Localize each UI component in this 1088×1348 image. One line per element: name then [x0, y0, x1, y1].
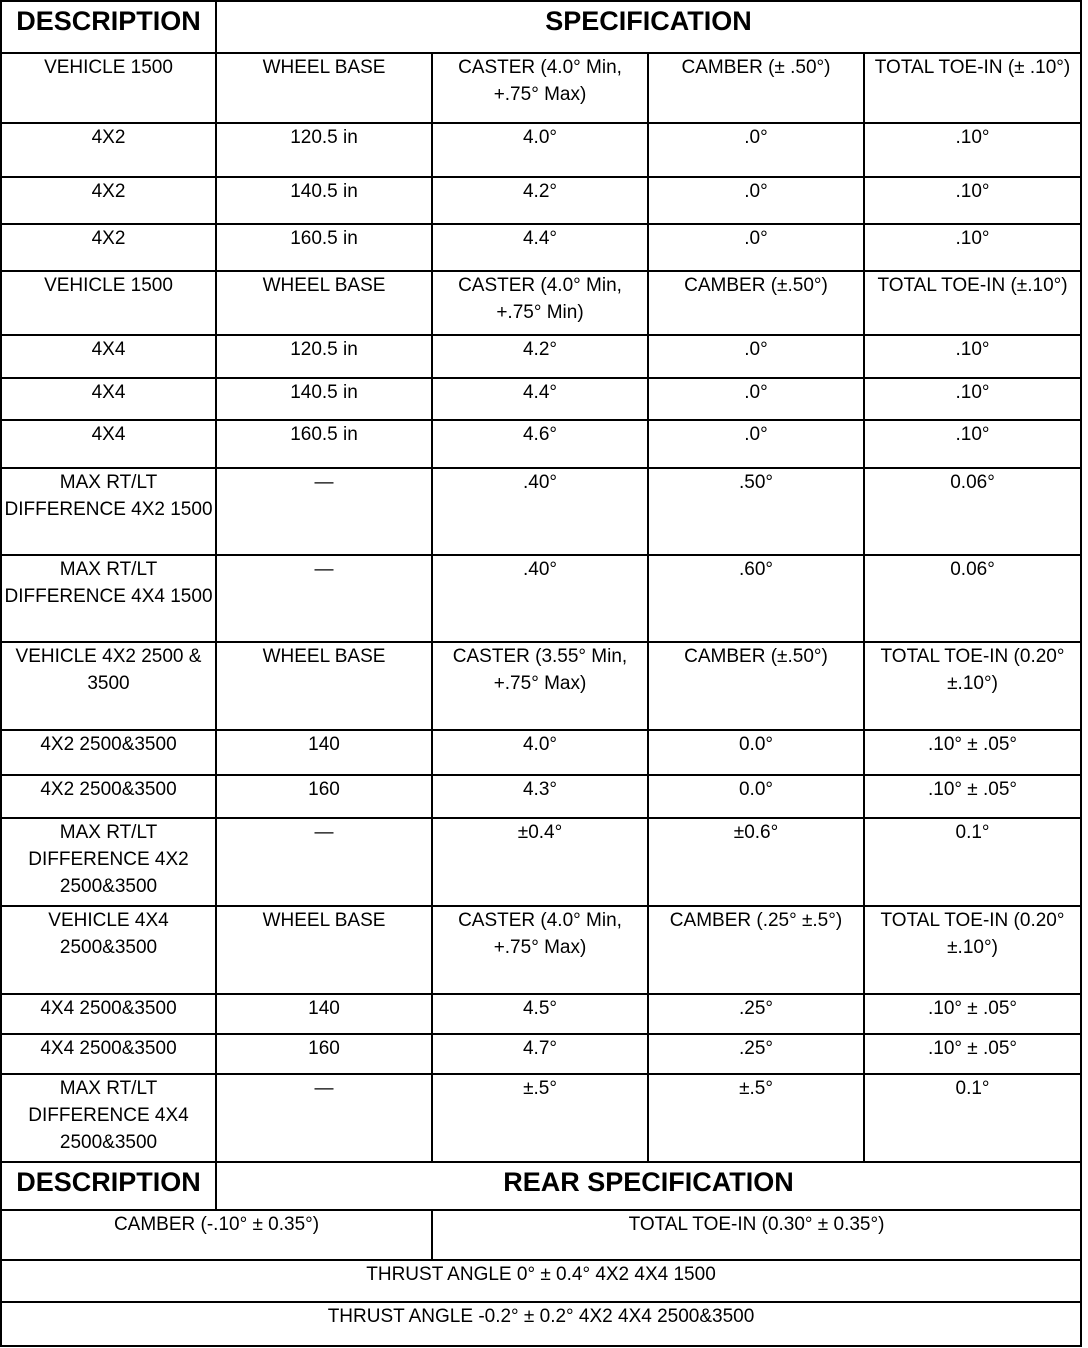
vehicle-cell: MAX RT/LT DIFFERENCE 4X4 2500&3500 [1, 1074, 216, 1162]
toe-in-header: TOTAL TOE-IN (±.10°) [864, 271, 1081, 335]
caster-header: CASTER (4.0° Min, +.75° Max) [432, 906, 648, 994]
toe-in-cell: .10° [864, 378, 1081, 420]
camber-cell: 0.0° [648, 730, 864, 775]
caster-cell: .40° [432, 555, 648, 642]
wheel-base-header: WHEEL BASE [216, 53, 432, 123]
rear-title-row [1, 1162, 1081, 1210]
camber-cell: .0° [648, 335, 864, 378]
wheel-base-cell: 160.5 in [216, 224, 432, 271]
column-header-row [1, 906, 1081, 994]
table-row [1, 123, 1081, 177]
description-heading: DESCRIPTION [1, 1, 216, 53]
column-header-row [1, 642, 1081, 730]
toe-in-cell: 0.06° [864, 468, 1081, 555]
table-row [1, 468, 1081, 555]
table-row [1, 335, 1081, 378]
wheel-base-cell: 160 [216, 775, 432, 818]
wheel-base-cell: 160.5 in [216, 420, 432, 468]
caster-cell: 4.2° [432, 335, 648, 378]
wheel-base-cell: — [216, 818, 432, 906]
thrust-angle-row [1, 1260, 1081, 1302]
wheel-base-cell: 140 [216, 730, 432, 775]
caster-cell: 4.3° [432, 775, 648, 818]
wheel-base-cell: — [216, 555, 432, 642]
vehicle-cell: 4X4 [1, 420, 216, 468]
rear-description-heading: DESCRIPTION [1, 1162, 216, 1210]
caster-header: CASTER (3.55° Min, +.75° Max) [432, 642, 648, 730]
wheel-base-header: WHEEL BASE [216, 906, 432, 994]
vehicle-cell: 4X2 [1, 123, 216, 177]
toe-in-cell: .10° ± .05° [864, 1034, 1081, 1074]
camber-cell: .25° [648, 1034, 864, 1074]
toe-in-header: TOTAL TOE-IN (± .10°) [864, 53, 1081, 123]
thrust-angle-2500-3500-cell: THRUST ANGLE -0.2° ± 0.2° 4X2 4X4 2500&3500 [1, 1302, 1081, 1346]
rear-specification-heading: REAR SPECIFICATION [216, 1162, 1081, 1210]
table-row [1, 224, 1081, 271]
thrust-angle-1500-cell: THRUST ANGLE 0° ± 0.4° 4X2 4X4 1500 [1, 1260, 1081, 1302]
caster-cell: 4.6° [432, 420, 648, 468]
caster-cell: ±.5° [432, 1074, 648, 1162]
vehicle-cell: 4X4 2500&3500 [1, 1034, 216, 1074]
caster-cell: ±0.4° [432, 818, 648, 906]
wheel-base-cell: 120.5 in [216, 335, 432, 378]
toe-in-cell: .10° [864, 420, 1081, 468]
wheel-base-header: WHEEL BASE [216, 642, 432, 730]
caster-cell: 4.4° [432, 224, 648, 271]
table-row [1, 730, 1081, 775]
wheel-base-cell: 140.5 in [216, 177, 432, 224]
table-row [1, 555, 1081, 642]
vehicle-header: VEHICLE 4X4 2500&3500 [1, 906, 216, 994]
toe-in-cell: 0.1° [864, 1074, 1081, 1162]
vehicle-cell: 4X4 2500&3500 [1, 994, 216, 1034]
caster-cell: 4.5° [432, 994, 648, 1034]
wheel-base-cell: — [216, 1074, 432, 1162]
camber-header: CAMBER (±.50°) [648, 271, 864, 335]
vehicle-cell: 4X4 [1, 335, 216, 378]
toe-in-cell: .10° [864, 123, 1081, 177]
vehicle-cell: 4X4 [1, 378, 216, 420]
toe-in-header: TOTAL TOE-IN (0.20° ±.10°) [864, 906, 1081, 994]
camber-header: CAMBER (.25° ±.5°) [648, 906, 864, 994]
column-header-row [1, 53, 1081, 123]
camber-cell: .0° [648, 378, 864, 420]
caster-cell: 4.2° [432, 177, 648, 224]
toe-in-cell: .10° ± .05° [864, 730, 1081, 775]
rear-toe-in-cell: TOTAL TOE-IN (0.30° ± 0.35°) [432, 1210, 1081, 1260]
vehicle-cell: MAX RT/LT DIFFERENCE 4X2 2500&3500 [1, 818, 216, 906]
caster-cell: 4.7° [432, 1034, 648, 1074]
table-row [1, 775, 1081, 818]
toe-in-header: TOTAL TOE-IN (0.20° ±.10°) [864, 642, 1081, 730]
table-row [1, 818, 1081, 906]
caster-cell: .40° [432, 468, 648, 555]
camber-header: CAMBER (±.50°) [648, 642, 864, 730]
camber-cell: ±0.6° [648, 818, 864, 906]
wheel-base-cell: 140 [216, 994, 432, 1034]
caster-header: CASTER (4.0° Min, +.75° Max) [432, 53, 648, 123]
table-row [1, 378, 1081, 420]
rear-camber-toe-row [1, 1210, 1081, 1260]
toe-in-cell: 0.1° [864, 818, 1081, 906]
toe-in-cell: .10° [864, 335, 1081, 378]
vehicle-cell: 4X2 2500&3500 [1, 730, 216, 775]
camber-cell: 0.0° [648, 775, 864, 818]
specification-heading: SPECIFICATION [216, 1, 1081, 53]
table-row [1, 994, 1081, 1034]
table-row [1, 420, 1081, 468]
vehicle-header: VEHICLE 4X2 2500 & 3500 [1, 642, 216, 730]
table-row [1, 1074, 1081, 1162]
camber-cell: .0° [648, 224, 864, 271]
camber-cell: .60° [648, 555, 864, 642]
toe-in-cell: .10° ± .05° [864, 994, 1081, 1034]
vehicle-header: VEHICLE 1500 [1, 53, 216, 123]
vehicle-header: VEHICLE 1500 [1, 271, 216, 335]
toe-in-cell: .10° [864, 177, 1081, 224]
wheel-base-cell: — [216, 468, 432, 555]
table-row [1, 1034, 1081, 1074]
vehicle-cell: MAX RT/LT DIFFERENCE 4X4 1500 [1, 555, 216, 642]
wheel-base-header: WHEEL BASE [216, 271, 432, 335]
wheel-base-cell: 140.5 in [216, 378, 432, 420]
column-header-row [1, 271, 1081, 335]
caster-cell: 4.4° [432, 378, 648, 420]
rear-camber-cell: CAMBER (-.10° ± 0.35°) [1, 1210, 432, 1260]
camber-cell: .50° [648, 468, 864, 555]
camber-cell: .0° [648, 123, 864, 177]
toe-in-cell: 0.06° [864, 555, 1081, 642]
vehicle-cell: 4X2 [1, 177, 216, 224]
table-row [1, 177, 1081, 224]
toe-in-cell: .10° ± .05° [864, 775, 1081, 818]
caster-cell: 4.0° [432, 730, 648, 775]
vehicle-cell: 4X2 2500&3500 [1, 775, 216, 818]
camber-cell: .0° [648, 177, 864, 224]
caster-cell: 4.0° [432, 123, 648, 177]
camber-header: CAMBER (± .50°) [648, 53, 864, 123]
wheel-base-cell: 120.5 in [216, 123, 432, 177]
vehicle-cell: MAX RT/LT DIFFERENCE 4X2 1500 [1, 468, 216, 555]
thrust-angle-row [1, 1302, 1081, 1346]
vehicle-cell: 4X2 [1, 224, 216, 271]
toe-in-cell: .10° [864, 224, 1081, 271]
wheel-base-cell: 160 [216, 1034, 432, 1074]
caster-header: CASTER (4.0° Min, +.75° Min) [432, 271, 648, 335]
camber-cell: .25° [648, 994, 864, 1034]
camber-cell: .0° [648, 420, 864, 468]
camber-cell: ±.5° [648, 1074, 864, 1162]
front-title-row [1, 1, 1081, 53]
